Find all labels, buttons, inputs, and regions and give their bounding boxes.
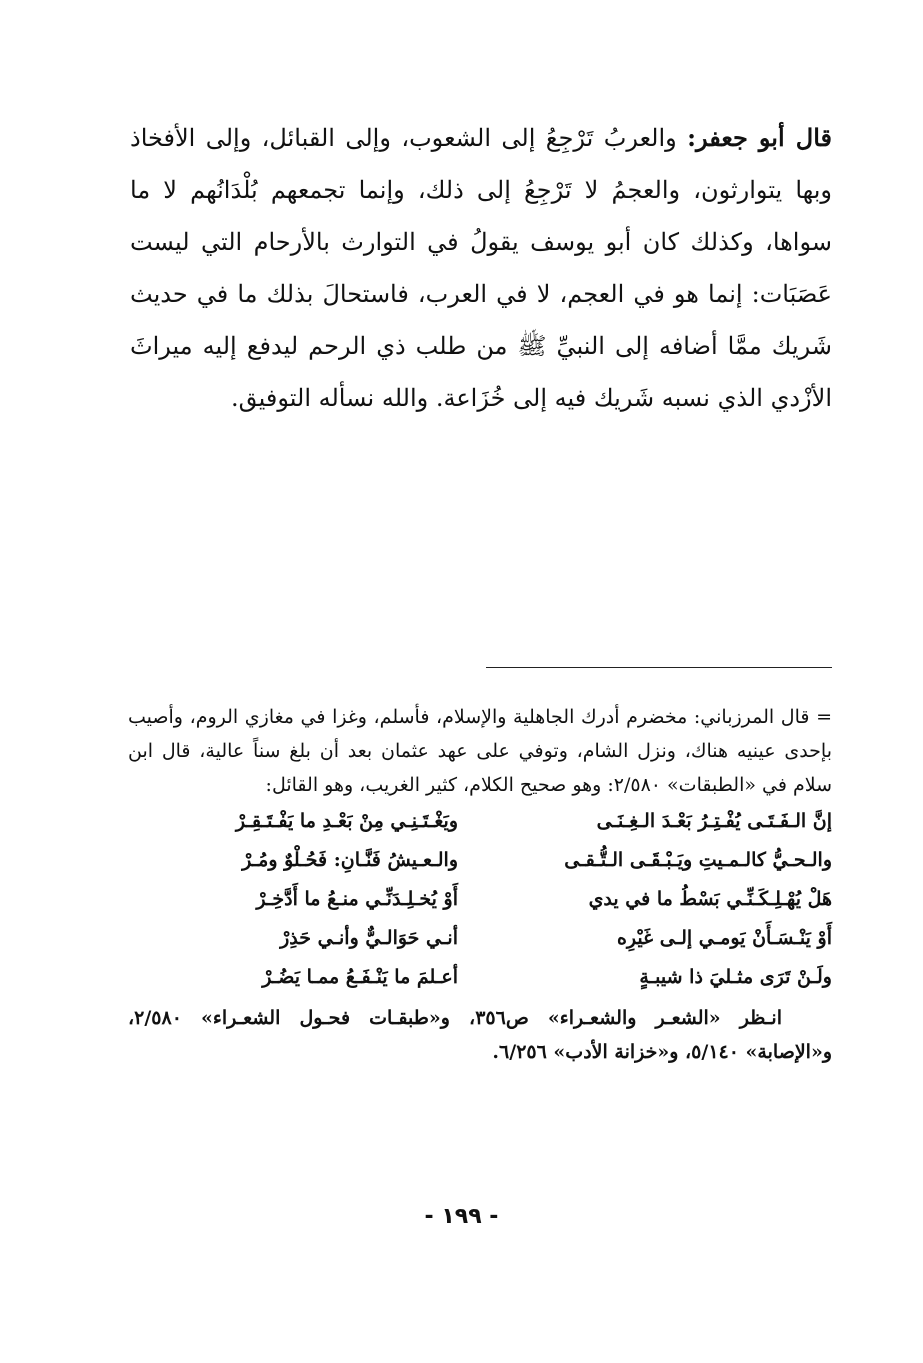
references-text: انـظر «الشعـر والشعـراء» ص٣٥٦، و«طبقـات فحـول الشعـراء» ٢/٥٨٠، و«الإصابة» ٥/١٤٠، و«خزانة الأدب» ٦/٢٥٦. (128, 1007, 832, 1063)
poem-verse (128, 802, 832, 841)
poem-verse (128, 880, 832, 919)
poem-second-hemistich: ويَغْـتَـنِـي مِنْ بَعْـدِ ما يَفْـتَـقِـرْ (235, 810, 458, 832)
speaker-label: قال أبو جعفر: (687, 123, 832, 152)
poem-second-hemistich: أَوْ يُخـلِـدَنِّـي منـعُ ما أَدَّخِـرْ (256, 888, 458, 910)
main-text (130, 112, 832, 424)
poem-second-hemistich: أنـي حَوَالـيٌّ وأنـي حَذِرْ (280, 927, 458, 949)
poem-first-hemistich: والـحـيُّ كالـمـيتِ ويَـبْـقَـى الـتُّـقـى (564, 849, 832, 871)
poem-verse (128, 919, 832, 958)
poem-second-hemistich: أعـلمَ ما يَنْـفَـعُ ممـا يَضُـرْ (262, 966, 458, 988)
footnote-intro: = قال المرزباني: مخضرم أدرك الجاهلية والإسلام، فأسلم، وغزا في مغازي الروم، وأصيب بإحدى عينيه هناك، ونزل الشام، وتوفي على عهد عثمان بعد أن بلغ سناً عالية، قال ابن سلام في «الطبقات» ٢/٥٨٠: وهو صحيح الكلام، كثير الغريب، وهو القائل: (128, 706, 832, 796)
poem (128, 802, 832, 997)
poem-first-hemistich: أَوْ يَنْـسَـأَنْ يَومـي إلـى غَيْرِه (616, 927, 832, 949)
page-number: - ١٩٩ - (424, 1204, 499, 1229)
footnote-separator (486, 667, 832, 668)
poem-second-hemistich: والـعـيشُ فَنَّـانِ: فَحُـلْوٌ ومُـرْ (242, 849, 458, 871)
main-paragraph-text: والعربُ تَرْجِعُ إلى الشعوب، وإلى القبائل، وإلى الأفخاذ وبها يتوارثون، والعجمُ لا تَرْجِعُ إلى ذلك، وإنما تجمعهم بُلْدَانُهم لا ما سواها، وكذلك كان أبو يوسف يقولُ في التوارث بالأرحام التي ليست عَصَبَات: إنما هو في العجم، لا في العرب، فاستحالَ بذلك ما في حديث شَريك ممَّا أضافه إلى النبيِّ ﷺ من طلب ذي الرحم ليدفع إليه ميراثَ الأزْدي الذي نسبه شَريك فيه إلى خُزَاعة. والله نسأله التوفيق. (130, 124, 833, 412)
poem-first-hemistich: هَلْ يُهْـلِـكَـنِّـي بَسْطُ ما في يدي (588, 888, 832, 910)
poem-first-hemistich: ولَـنْ تَرَى مثـليَ ذا شيبـةٍ (639, 966, 832, 988)
footnote-references (128, 1001, 832, 1069)
footnote (128, 700, 832, 1069)
main-paragraph (130, 112, 832, 424)
poem-verse (128, 841, 832, 880)
poem-first-hemistich: إنَّ الـفَـتَـى يُفْـتِـرُ بَعْـدَ الـغِـنَـى (596, 810, 832, 832)
poem-verse (128, 958, 832, 997)
